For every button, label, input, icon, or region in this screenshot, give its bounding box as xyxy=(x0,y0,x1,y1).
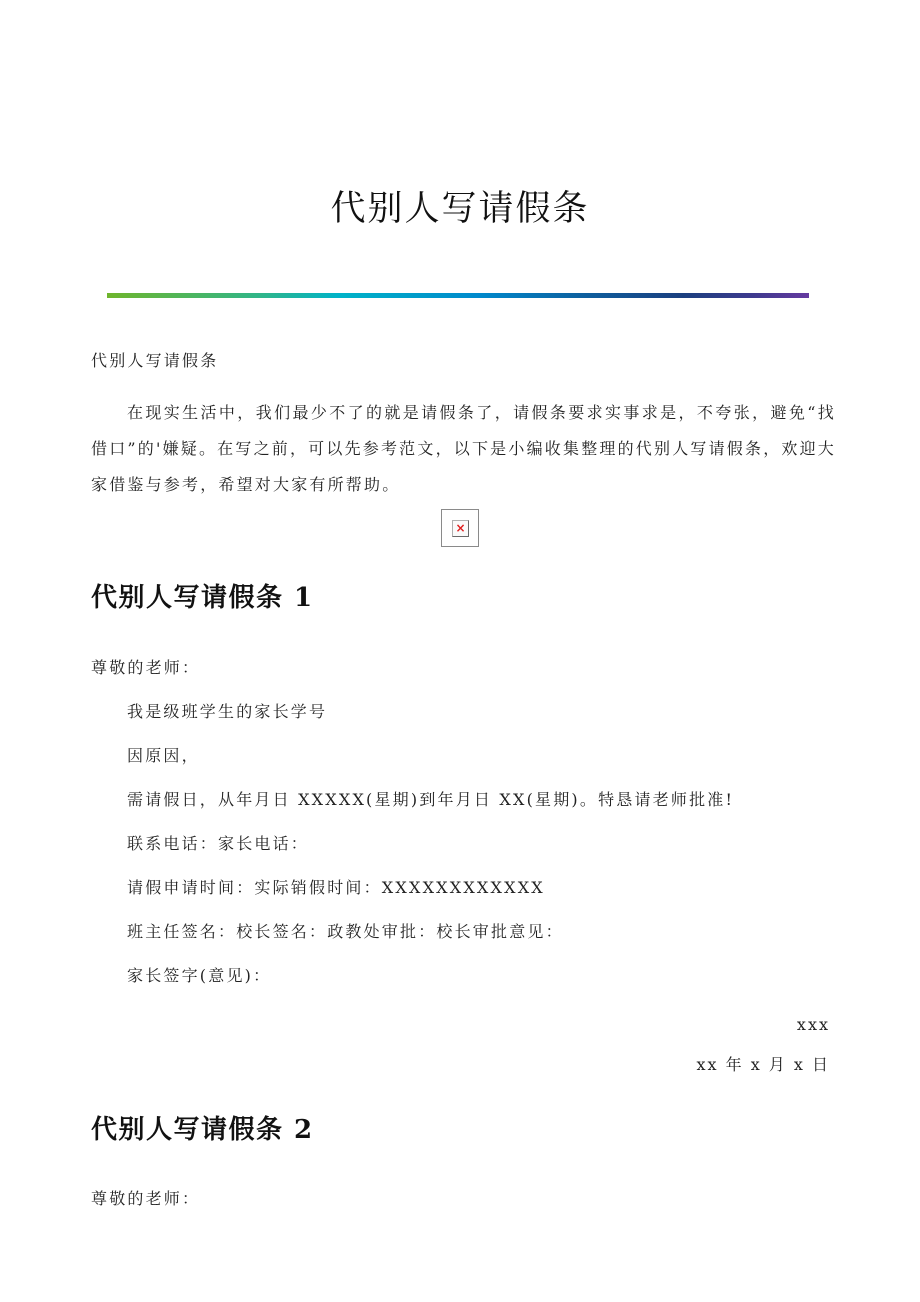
section-heading-1: 代别人写请假条 1 xyxy=(91,583,314,613)
salutation-1: 尊敬的老师： xyxy=(91,658,201,677)
salutation-2: 尊敬的老师： xyxy=(91,1189,201,1208)
red-x-icon: × xyxy=(455,521,466,535)
letter-line: 我是级班学生的家长学号 xyxy=(127,702,328,721)
title-gradient-divider xyxy=(107,293,809,298)
letter-line: 需请假日，从年月日 XXXXX(星期)到年月日 XX(星期)。特恳请老师批准! xyxy=(127,790,735,809)
signature-date-1: xx 年 x 月 x 日 xyxy=(696,1055,830,1074)
document-title: 代别人写请假条 xyxy=(330,189,590,229)
letter-line: 因原因， xyxy=(127,746,200,765)
section-heading-2: 代别人写请假条 2 xyxy=(91,1115,314,1145)
letter-line: 请假申请时间：实际销假时间：XXXXXXXXXXXX xyxy=(127,878,545,897)
intro-paragraph: 在现实生活中，我们最少不了的就是请假条了，请假条要求实事求是，不夸张，避免“找借口”的'嫌疑。在写之前，可以先参考范文，以下是小编收集整理的代别人写请假条，欢迎大家借鉴与参考，希望对大家有所帮助。 xyxy=(91,403,836,494)
letter-line: 家长签字(意见)： xyxy=(127,966,272,985)
document-subtitle: 代别人写请假条 xyxy=(91,351,219,370)
letter-line: 联系电话：家长电话： xyxy=(127,834,310,853)
letter-line: 班主任签名：校长签名：政教处审批：校长审批意见： xyxy=(127,922,564,941)
signature-1: xxx xyxy=(796,1015,830,1034)
broken-image-icon xyxy=(452,520,469,537)
broken-image-placeholder xyxy=(441,509,479,547)
